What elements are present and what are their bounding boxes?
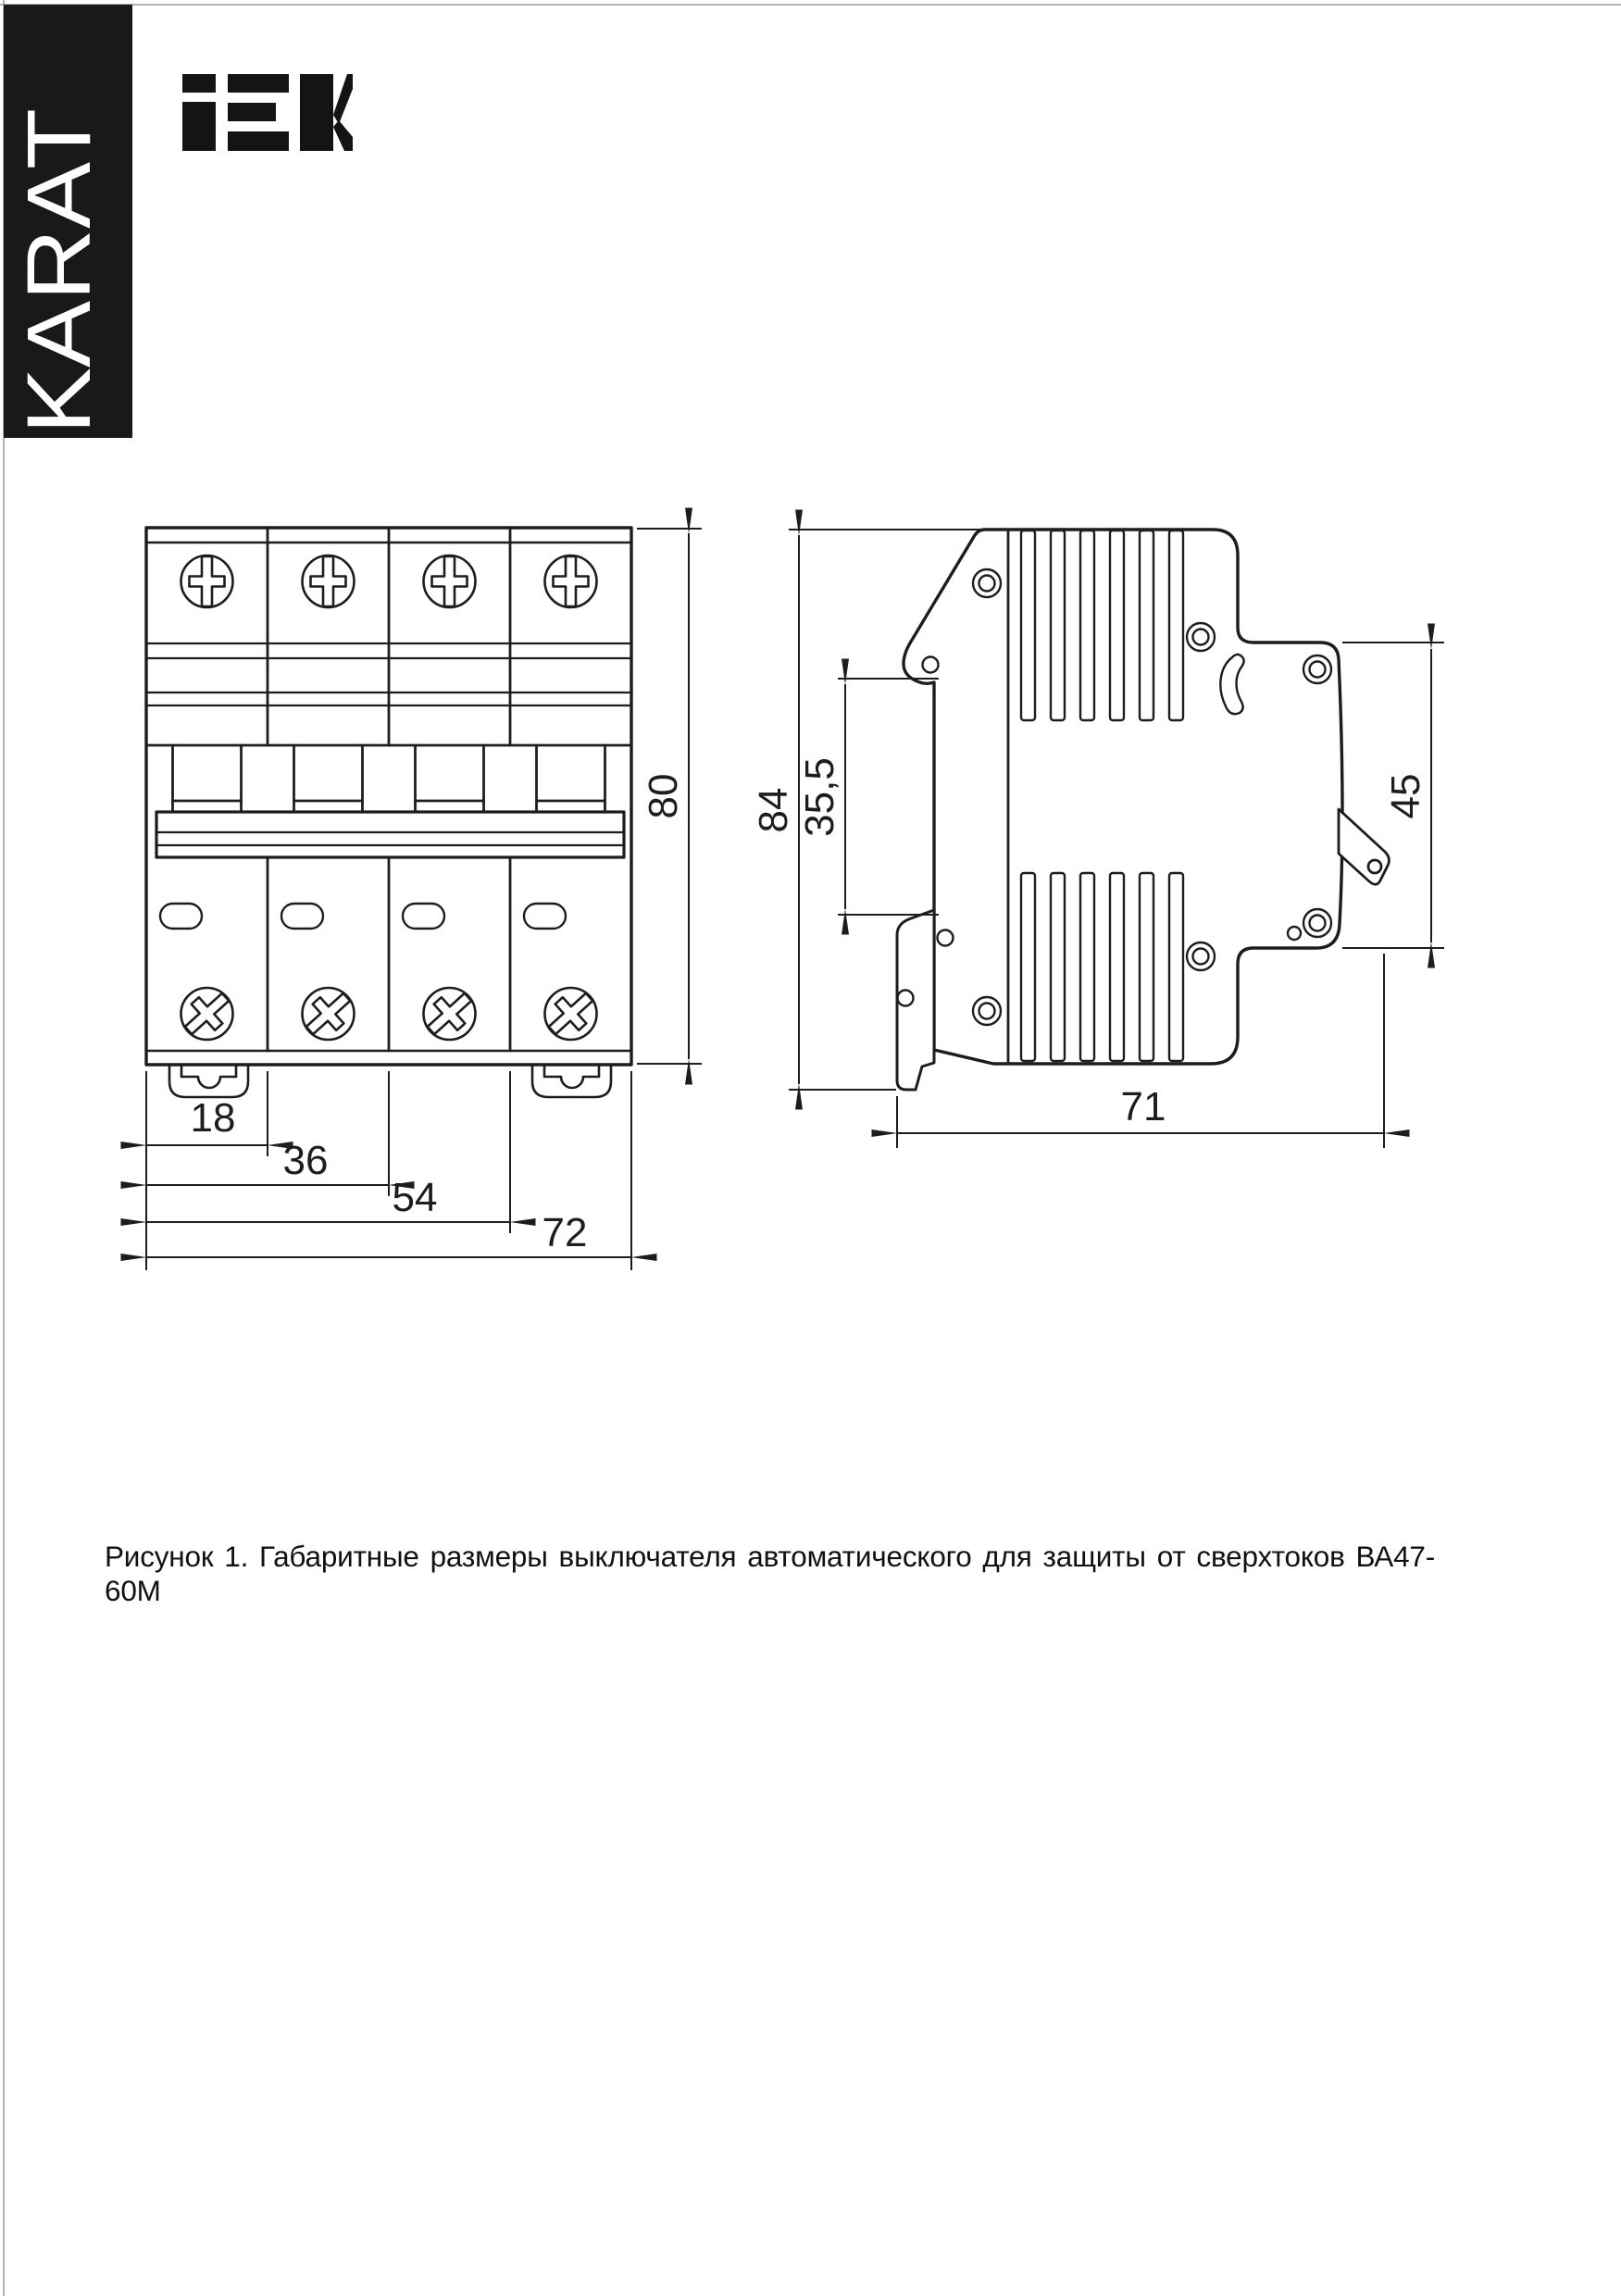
dim-label-18: 18 [190,1095,236,1141]
logo-k-upper-arm [333,74,353,124]
dim-label-35-5: 35,5 [797,757,842,837]
din-clip-side [897,910,934,1090]
dim-label-84: 84 [751,787,796,833]
logo-i-stem [182,102,216,151]
karat-banner [4,5,132,438]
dim-label-54: 54 [392,1175,438,1220]
dim-label-36: 36 [282,1138,329,1183]
figure-caption: Рисунок 1. Габаритные размеры выключателя автоматического для защиты от сверхтоков ВА47-60М [105,1540,1435,1607]
dim-label-71: 71 [1120,1084,1166,1129]
release-latch [1339,809,1389,884]
side-view [897,530,1389,1090]
logo-e-mid-bar [228,103,276,121]
banner-text: KARAT [8,141,109,434]
dim-label-45: 45 [1383,773,1428,819]
logo-k-stem [300,74,333,151]
trip-bar [156,812,624,857]
iek-logo [182,74,353,151]
logo-e-top-bar [228,74,289,93]
front-view [146,528,631,1097]
dim-label-72: 72 [542,1210,588,1255]
logo-k-lower-arm [333,120,353,151]
logo-i-dot [182,74,216,93]
din-clips-front [169,1066,611,1097]
logo-e-bottom-bar [228,131,289,151]
dim-label-80: 80 [641,773,686,819]
